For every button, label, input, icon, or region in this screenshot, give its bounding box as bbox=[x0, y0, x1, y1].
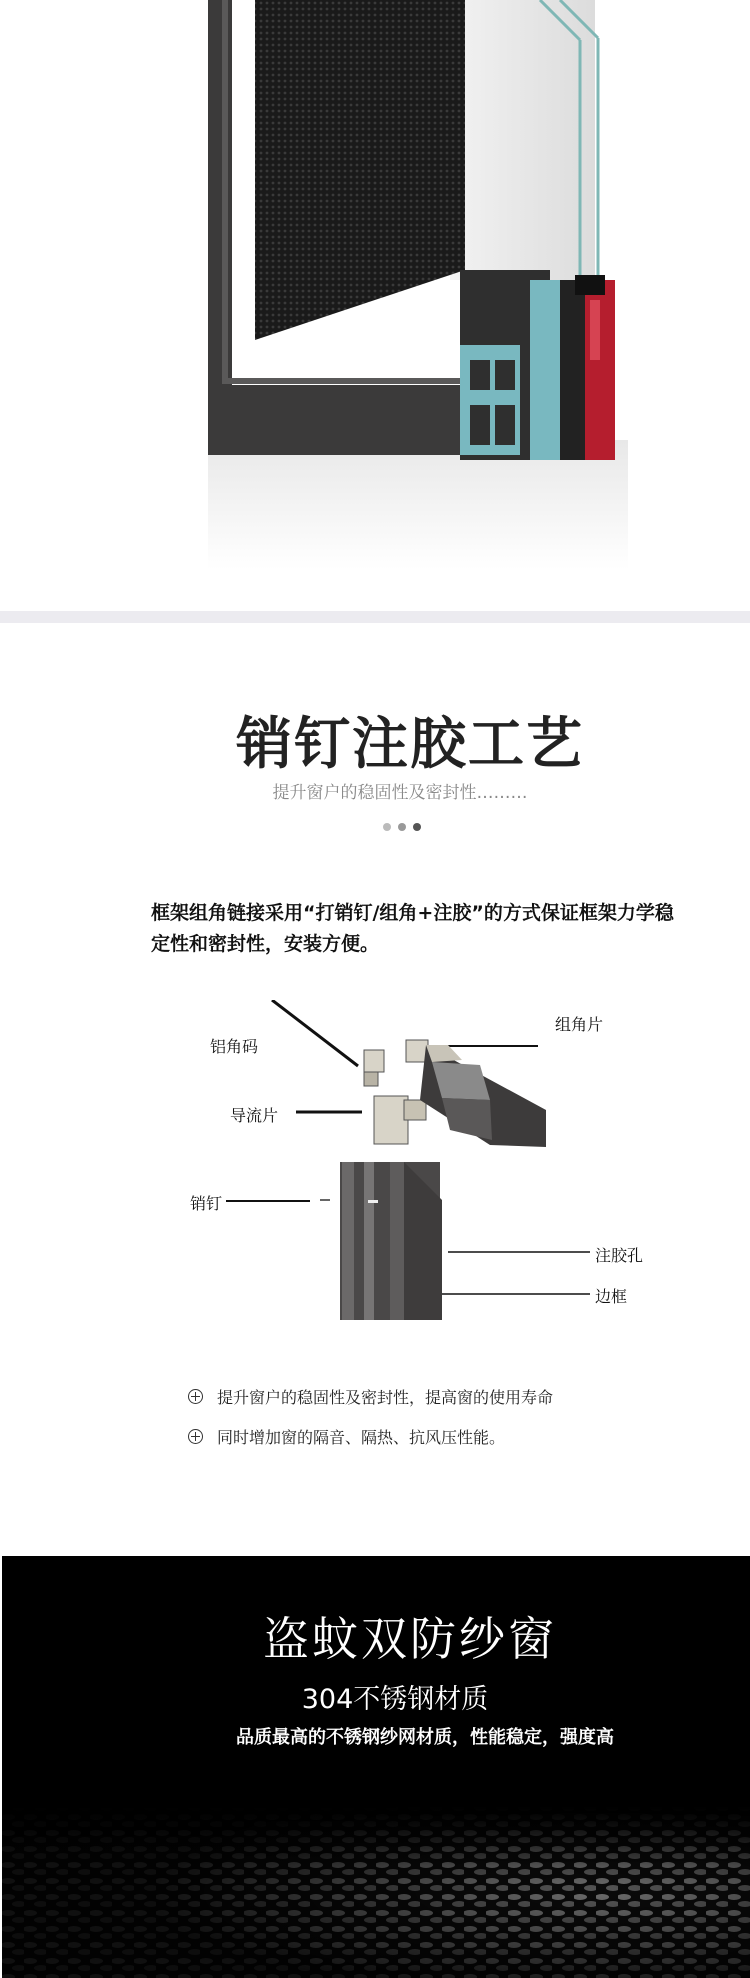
window-profile-image bbox=[0, 0, 750, 610]
plus-circle-icon bbox=[188, 1389, 203, 1404]
benefit-item bbox=[188, 1385, 553, 1408]
label-diversion-piece: 导流片 bbox=[230, 1106, 279, 1125]
pagination-dot bbox=[398, 823, 406, 831]
plus-circle-icon bbox=[188, 1429, 203, 1444]
section-divider bbox=[0, 611, 750, 623]
leader-line bbox=[272, 1000, 358, 1066]
benefit-item bbox=[188, 1425, 505, 1448]
label-glue-hole: 注胶孔 bbox=[595, 1246, 644, 1265]
process-description: 框架组角链接采用“打销钉/组角+注胶”的方式保证框架力学稳定性和密封性，安装方便。 bbox=[151, 902, 674, 955]
screen-section-description: 品质最高的不锈钢纱网材质，性能稳定，强度高 bbox=[236, 1727, 614, 1748]
screen-section-title: 盗蚊双防纱窗 bbox=[263, 1612, 557, 1666]
benefit-text: 提升窗户的稳固性及密封性，提高窗的使用寿命 bbox=[217, 1388, 554, 1407]
label-frame: 边框 bbox=[595, 1287, 628, 1306]
pagination-dot bbox=[383, 823, 391, 831]
label-pin: 销钉 bbox=[190, 1194, 223, 1213]
pagination-dot bbox=[413, 823, 421, 831]
process-section-subtitle: 提升窗户的稳固性及密封性……… bbox=[272, 783, 528, 803]
label-aluminum-corner: 铝角码 bbox=[210, 1037, 259, 1056]
screen-section-subtitle: 304不锈钢材质 bbox=[301, 1684, 489, 1715]
benefit-text: 同时增加窗的隔音、隔热、抗风压性能。 bbox=[217, 1428, 506, 1447]
process-section-title: 销钉注胶工艺 bbox=[236, 712, 584, 777]
label-corner-piece: 组角片 bbox=[555, 1015, 604, 1034]
